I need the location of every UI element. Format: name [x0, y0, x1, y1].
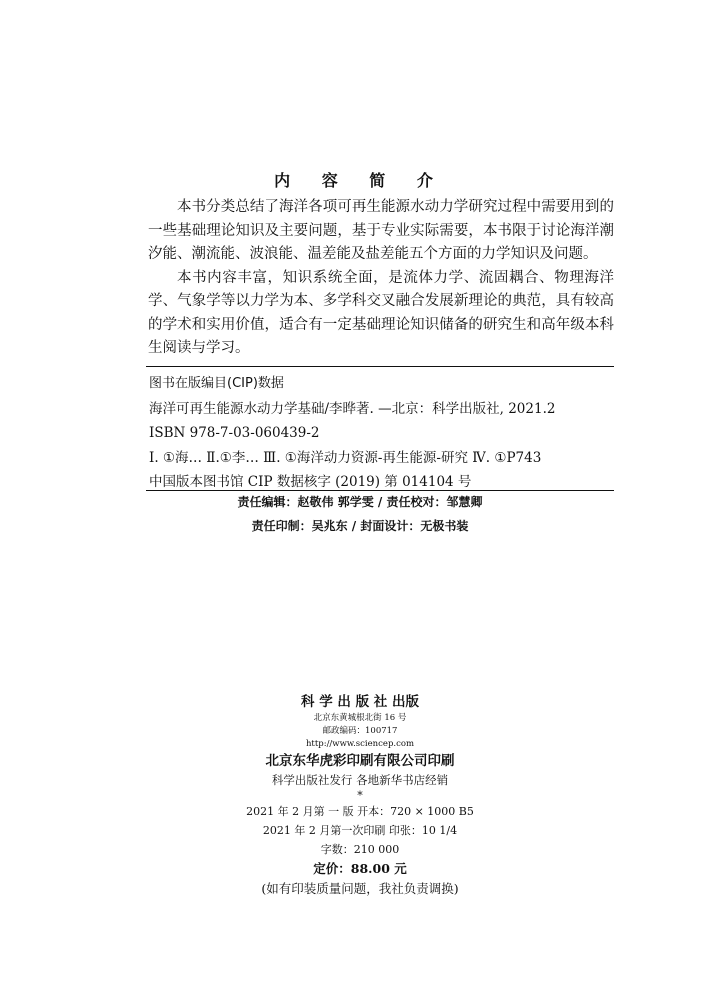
cip-line: ISBN 978-7-03-060439-2: [149, 425, 320, 441]
distribution: 科学出版社发行 各地新华书店经销: [271, 773, 449, 787]
summary-paragraph: 本书内容丰富，知识系统全面，是流体力学、流固耦合、物理海洋学、气象学等以力学为本、多学科交叉融合发展新理论的典范，具有较高的学术和实用价值，适合有一定基础理论知识储备的研究生和高年级本科生阅读与学习。: [148, 269, 614, 356]
credits-editors: 责任编辑：赵敬伟 郭学雯 / 责任校对：邹慧卿: [237, 495, 483, 509]
cip-heading: 图书在版编目(CIP)数据: [149, 376, 284, 391]
printing-info: 2021 年 2 月第一次印刷 印张：10 1/4: [262, 824, 458, 837]
publisher-name: 科 学 出 版 社 出版: [301, 694, 419, 710]
summary-text: [148, 196, 614, 361]
summary-paragraph: 本书分类总结了海洋各项可再生能源水动力学研究过程中需要用到的一些基础理论知识及主要问题，基于专业实际需要，本书限于讨论海洋潮汐能、潮流能、波浪能、温差能及盐差能五个方面的力学知识及问题。: [148, 199, 614, 262]
credits: [0, 490, 720, 538]
cip-line: 海洋可再生能源水动力学基础/李晔著. —北京：科学出版社, 2021.2: [149, 400, 556, 417]
printer-name: 北京东华虎彩印刷有限公司印刷: [265, 753, 455, 769]
cip-line: Ⅰ. ①海… Ⅱ.①李… Ⅲ. ①海洋动力资源-再生能源-研究 Ⅳ. ①P743: [149, 449, 542, 466]
cip-line: 中国版本图书馆 CIP 数据核字 (2019) 第 014104 号: [149, 474, 472, 490]
edition-info: 2021 年 2 月第 一 版 开本：720 × 1000 B5: [246, 805, 474, 818]
publisher-address: 北京东黄城根北街 16 号: [313, 713, 407, 723]
cip-top-rule: [146, 366, 614, 367]
publisher-website: http://www.sciencep.com: [305, 739, 415, 749]
credits-production: 责任印制：吴兆东 / 封面设计：无极书装: [251, 519, 469, 533]
summary-title: 内 容 简 介: [274, 171, 446, 190]
price: 定价：88.00 元: [313, 861, 407, 876]
separator-star: *: [357, 789, 363, 802]
publication-info: [0, 692, 720, 899]
publisher-postcode: 邮政编码：100717: [322, 726, 398, 736]
word-count: 字数：210 000: [320, 843, 400, 856]
quality-note: (如有印装质量问题，我社负责调换): [261, 881, 459, 896]
cip-block: [149, 372, 614, 495]
